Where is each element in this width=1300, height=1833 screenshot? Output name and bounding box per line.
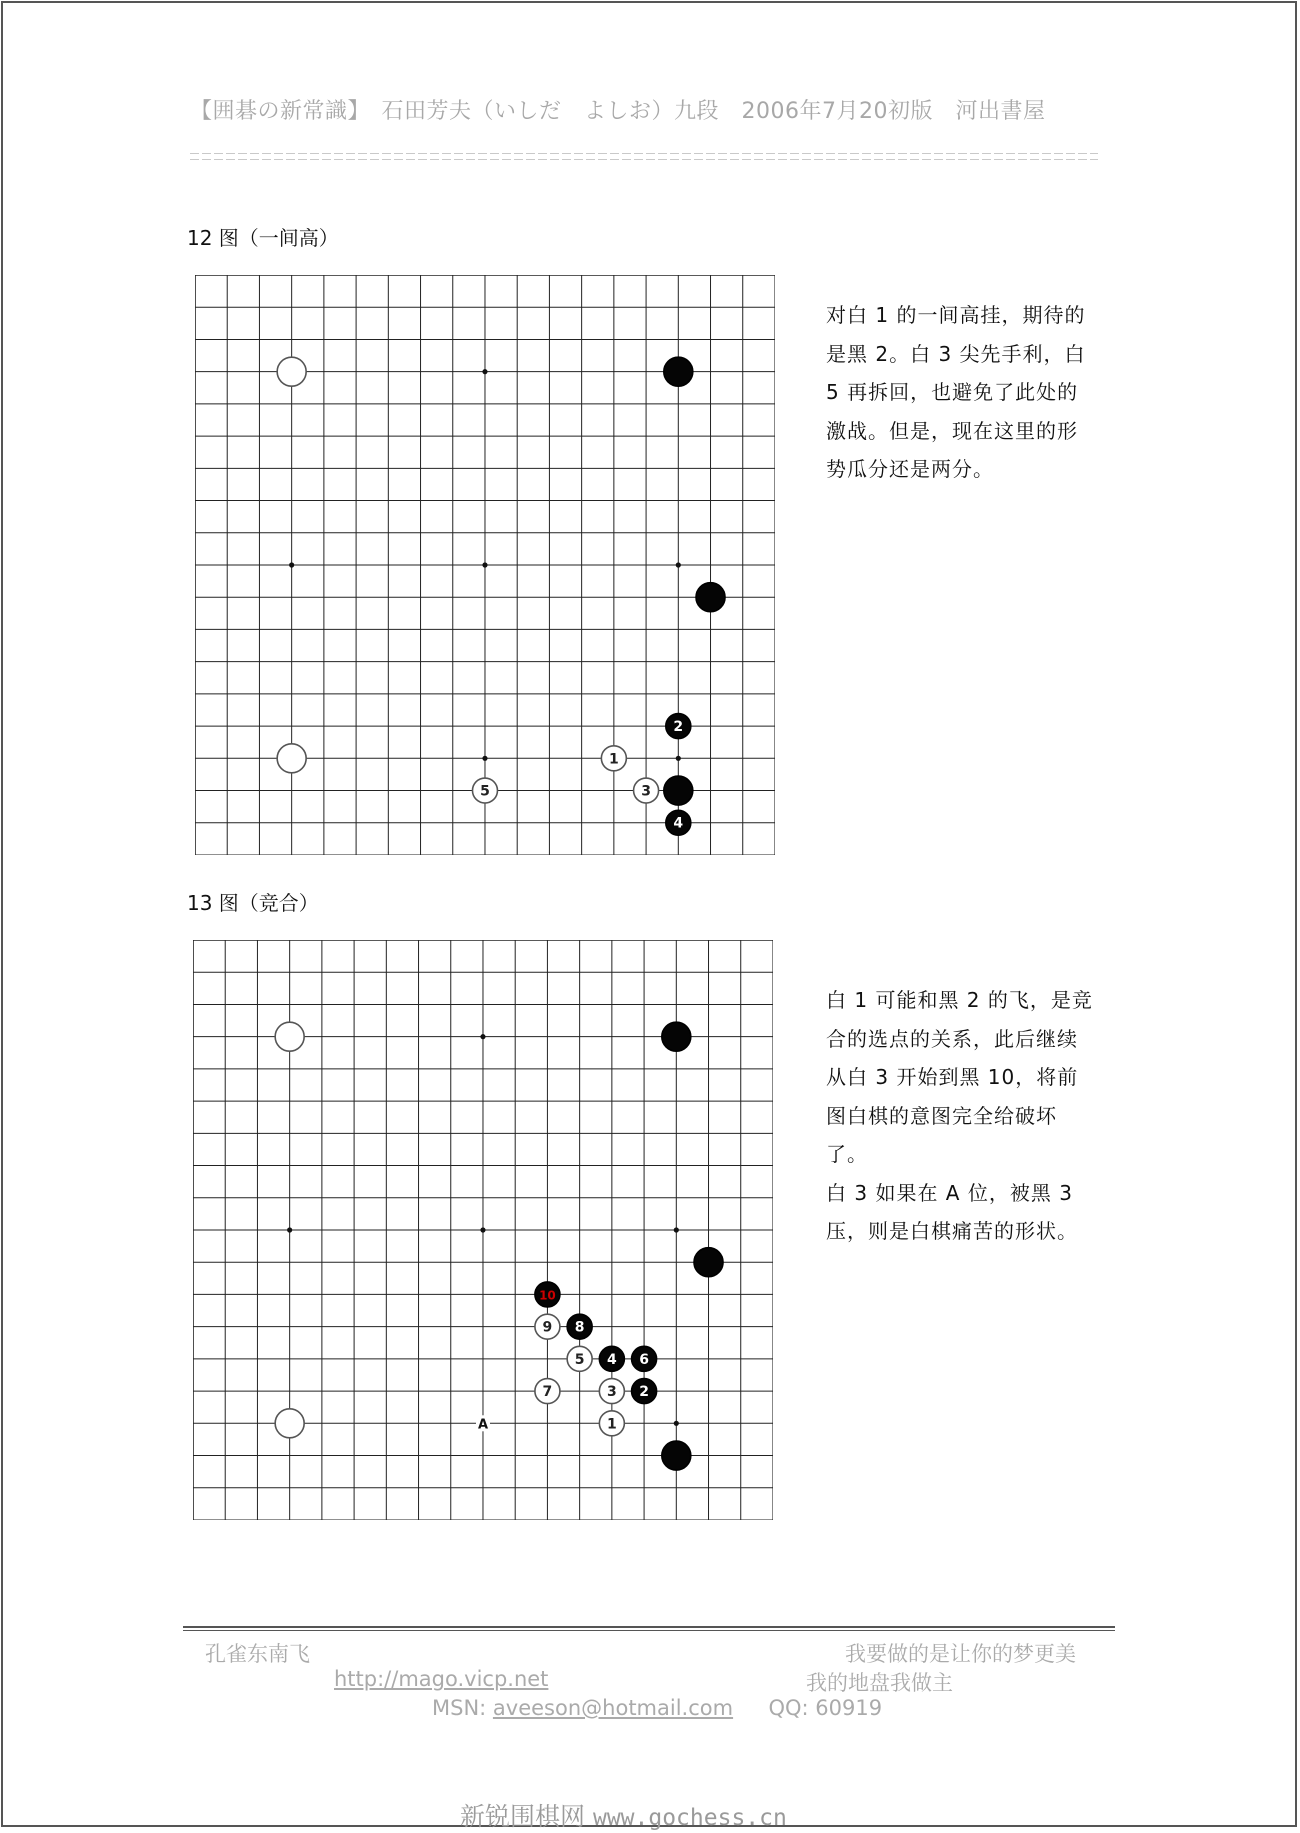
black-stone [632,1346,657,1371]
white-stone [599,1411,624,1436]
black-stone [662,1441,691,1470]
white-stone [275,1409,304,1438]
star-point [674,1227,679,1232]
white-stone [634,778,659,803]
figure-12-caption [826,296,1096,489]
footer-slogan: 我的地盘我做主 [806,1671,953,1695]
star-point [480,1034,485,1039]
move-number: 4 [606,1351,617,1368]
footer-website-link[interactable]: http://mago.vicp.net [334,1667,549,1691]
black-stone [694,1248,723,1277]
caption-paragraph: 白 3 如果在 A 位，被黑 3 压，则是白棋痛苦的形状。 [826,1180,1078,1243]
site-brand [460,1797,787,1833]
document-header: 【囲碁の新常識】 石田芳夫（いしだ よしお）九段 2006年7月20初版 河出書屋 [190,99,1046,124]
black-stone [666,714,691,739]
white-stone [535,1379,560,1404]
go-board-figure-13 [193,940,773,1520]
header-divider [190,150,1098,164]
brand-name: 新锐围棋网 [460,1802,586,1831]
qq-number: QQ: 60919 [768,1696,883,1720]
footer-motto: 我要做的是让你的梦更美 [845,1642,1076,1666]
brand-url[interactable]: www.gochess.cn [592,1805,787,1831]
star-point [676,562,681,567]
white-stone [275,1022,304,1051]
figure-12-title: 12 图（一间高） [187,226,339,250]
msn-label: MSN: [432,1696,487,1720]
caption-paragraph: 对白 1 的一间高挂，期待的是黑 2。白 3 尖先手利，白 5 再拆回，也避免了此处的激战。但是，现在这里的形势瓜分还是两分。 [826,303,1086,481]
move-number: 1 [606,1416,617,1433]
white-stone [535,1314,560,1339]
move-number: 8 [574,1319,585,1336]
star-point [674,1421,679,1426]
black-stone [632,1379,657,1404]
black-stone [567,1314,592,1339]
star-point [676,756,681,761]
move-number: 5 [574,1351,585,1368]
white-stone [599,1379,624,1404]
board-letter-mark: A [477,1417,489,1433]
move-number: 2 [639,1384,649,1401]
white-stone [601,746,626,771]
move-number: 3 [606,1384,617,1401]
caption-paragraph: 白 1 可能和黑 2 的飞，是竞合的选点的关系，此后继续从白 3 开始到黑 10，将前图白棋的意图完全给破坏了。 [826,988,1093,1166]
star-point [287,1227,292,1232]
footer-contact [432,1696,882,1720]
black-stone [662,1022,691,1051]
move-number: 10 [539,1288,556,1303]
move-number: 5 [480,783,490,800]
move-number: 7 [542,1384,553,1401]
white-stone [472,778,497,803]
white-stone [277,357,306,386]
msn-email-link[interactable]: aveeson@hotmail.com [492,1696,734,1720]
star-point [289,562,294,567]
black-stone [599,1346,624,1371]
white-stone [277,744,306,773]
move-number: 3 [641,783,651,800]
move-number: 4 [673,815,684,832]
footer-author: 孔雀东南飞 [205,1642,310,1666]
move-number: 9 [542,1319,553,1336]
star-point [482,562,487,567]
footer-divider [183,1626,1115,1631]
move-number: 2 [673,719,684,736]
go-board-figure-12 [195,275,775,855]
white-stone [567,1346,592,1371]
move-number: 6 [639,1351,649,1368]
move-number: 1 [608,751,619,768]
figure-13-title: 13 图（竞合） [187,891,319,915]
black-stone [664,357,693,386]
black-stone [696,583,725,612]
black-stone [664,776,693,805]
black-stone [666,810,691,835]
star-point [480,1227,485,1232]
figure-13-caption [826,981,1096,1251]
star-point [482,756,487,761]
black-stone [535,1282,560,1307]
star-point [482,369,487,374]
